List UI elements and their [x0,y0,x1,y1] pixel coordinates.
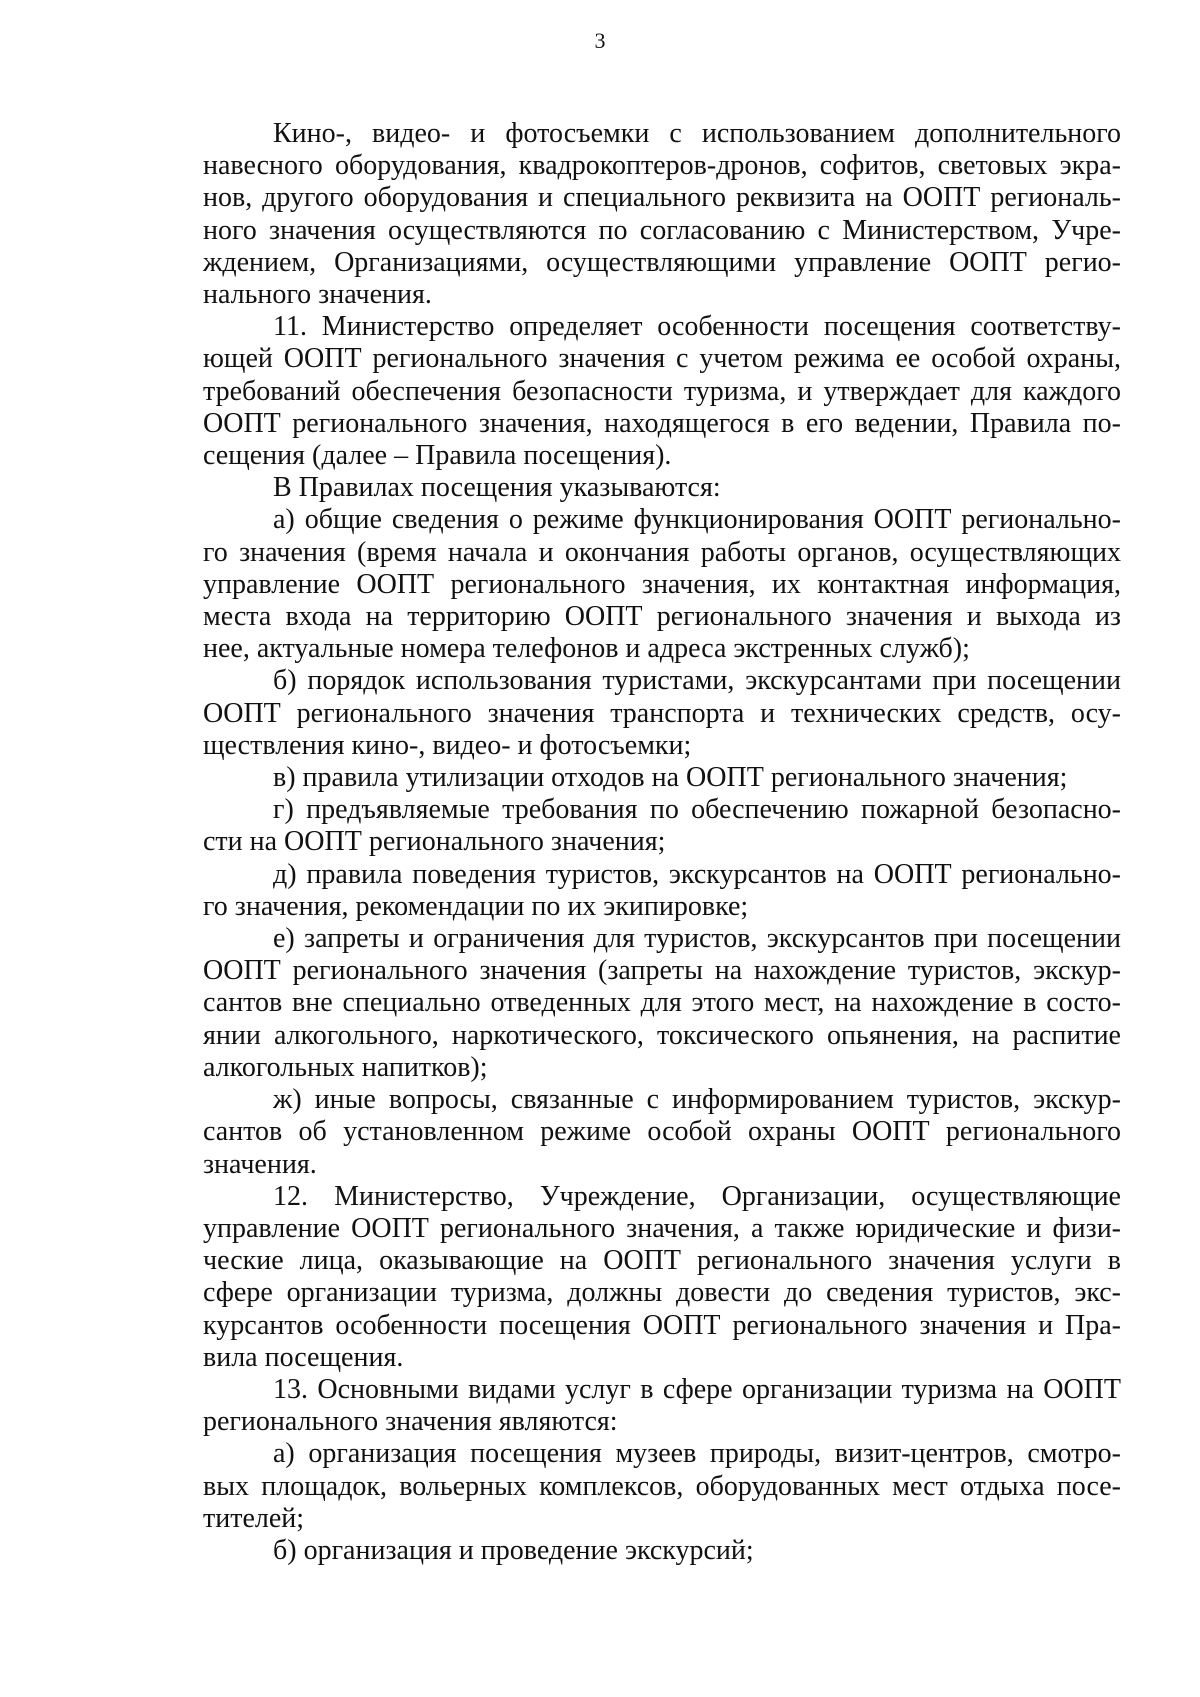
text-line: регионального значения являются: [203,1406,618,1438]
text-line: е) запреты и ограничения для туристов, экскурсантов при посещении [273,923,1121,955]
text-line: го значения (время начала и окончания работы органов, осуществляющих [203,536,1121,568]
paragraph-a [203,504,1121,665]
text-line: ного значения осуществляются по согласованию с Министерством, Учре- [203,214,1121,246]
text-line: вила посещения. [203,1341,404,1373]
text-line: ческие лица, оказывающие на ООПТ регионального значения услуги в [203,1245,1121,1277]
paragraph-g [203,794,1121,858]
text-line: управление ООПТ регионального значения, их контактная информация, [203,568,1121,600]
document-body [203,118,1121,1567]
paragraph-13a [203,1438,1121,1535]
text-line: б) организация и проведение экскурсий; [273,1534,754,1566]
text-line: ждением, Организациями, осуществляющими управление ООПТ регио- [203,246,1121,278]
paragraph-d [203,859,1121,923]
paragraph-zh [203,1084,1121,1181]
text-line: сантов вне специально отведенных для этого мест, на нахождение в состо- [203,987,1121,1019]
paragraph-11 [203,311,1121,472]
text-line: В Правилах посещения указываются: [273,472,721,504]
text-line: вых площадок, вольерных комплексов, оборудованных мест отдыха посе- [203,1470,1121,1502]
text-line: б) порядок использования туристами, экскурсантами при посещении [273,665,1121,697]
text-line: сти на ООПТ регионального значения; [203,826,666,858]
text-line: сещения (далее – Правила посещения). [203,440,672,472]
text-line: сантов об установленном режиме особой охраны ООПТ регионального [203,1116,1121,1148]
text-line: управление ООПТ регионального значения, а также юридические и физи- [203,1212,1121,1244]
text-line: 12. Министерство, Учреждение, Организации, осуществляющие [273,1180,1121,1212]
text-line: навесного оборудования, квадрокоптеров-дронов, софитов, световых экра- [203,150,1121,182]
paragraph-e [203,923,1121,1084]
text-line: ющей ООПТ регионального значения с учетом режима ее особой охраны, [203,343,1121,375]
text-line: ООПТ регионального значения (запреты на нахождение туристов, экскур- [203,955,1121,987]
text-line: ООПТ регионального значения транспорта и технических средств, осу- [203,697,1121,729]
paragraph-v [203,762,1121,794]
text-line: д) правила поведения туристов, экскурсантов на ООПТ регионально- [273,858,1121,890]
page-number: 3 [594,28,606,53]
text-line: курсантов особенности посещения ООПТ регионального значения и Пра- [203,1309,1121,1341]
paragraph-13 [203,1374,1121,1438]
paragraph-b [203,665,1121,762]
text-line: требований обеспечения безопасности туризма, и утверждает для каждого [203,375,1121,407]
paragraph-rules-intro [203,472,1121,504]
text-line: 11. Министерство определяет особенности посещения соответству- [273,311,1121,343]
text-line: г) предъявляемые требования по обеспечению пожарной безопасно- [273,794,1121,826]
text-line: нее, актуальные номера телефонов и адреса экстренных служб); [203,633,970,665]
paragraph-13b [203,1535,1121,1567]
paragraph-film [203,118,1121,311]
text-line: го значения, рекомендации по их экипировке; [203,890,749,922]
text-line: Кино-, видео- и фотосъемки с использованием дополнительного [273,118,1121,149]
text-line: ж) иные вопросы, связанные с информированием туристов, экскур- [273,1084,1121,1116]
text-line: нов, другого оборудования и специального реквизита на ООПТ региональ- [203,182,1121,214]
text-line: сфере организации туризма, должны довести до сведения туристов, экс- [203,1277,1121,1309]
text-line: места входа на территорию ООПТ регионального значения и выхода из [203,601,1121,633]
text-line: значения. [203,1148,317,1180]
text-line: ООПТ регионального значения, находящегося в его ведении, Правила по- [203,407,1121,439]
text-line: 13. Основными видами услуг в сфере организации туризма на ООПТ [273,1373,1121,1405]
text-line: нального значения. [203,279,432,311]
text-line: в) правила утилизации отходов на ООПТ регионального значения; [273,762,1068,794]
paragraph-12 [203,1181,1121,1374]
text-line: тителей; [203,1502,305,1534]
text-line: янии алкогольного, наркотического, токсического опьянения, на распитие [203,1019,1121,1051]
text-line: а) общие сведения о режиме функционирования ООПТ регионально- [273,504,1121,536]
text-line: а) организация посещения музеев природы, визит-центров, смотро- [273,1438,1121,1470]
text-line: ществления кино-, видео- и фотосъемки; [203,729,692,761]
text-line: алкогольных напитков); [203,1051,488,1083]
